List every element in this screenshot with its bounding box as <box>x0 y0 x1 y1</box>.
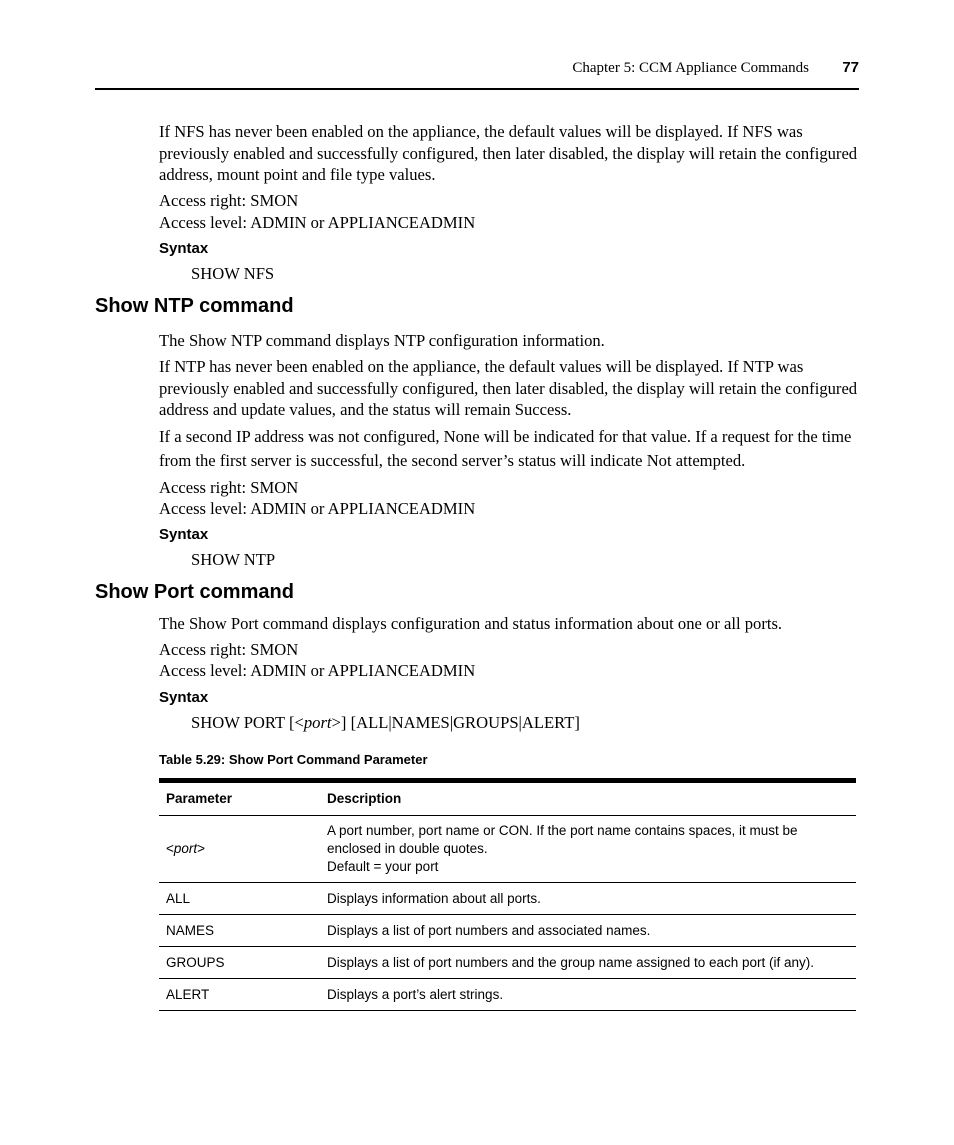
desc-line: Default = your port <box>327 859 439 874</box>
ntp-access-level: Access level: ADMIN or APPLIANCEADMIN <box>159 499 476 518</box>
nfs-access-level: Access level: ADMIN or APPLIANCEADMIN <box>159 213 476 232</box>
parameter-table <box>159 778 856 1011</box>
nfs-syntax-label: Syntax <box>159 240 209 257</box>
param-italic: port <box>173 841 198 856</box>
ntp-syntax-label: Syntax <box>159 526 209 543</box>
param-cell: ALL <box>159 883 320 915</box>
param-cell: ALERT <box>159 979 320 1011</box>
param-cell <box>159 816 320 883</box>
chapter-title: Chapter 5: CCM Appliance Commands <box>572 60 809 76</box>
param-prefix: < <box>166 841 174 856</box>
ntp-paragraph-3: If a second IP address was not configured, None will be indicated for that value. If a request for the time from the first server is successful, the second server’s status will indicate Not attempted. <box>159 427 852 470</box>
nfs-access-right: Access right: SMON <box>159 191 299 210</box>
param-cell: GROUPS <box>159 947 320 979</box>
ntp-access-right: Access right: SMON <box>159 478 299 497</box>
port-syntax <box>191 713 580 733</box>
port-heading: Show Port command <box>95 581 294 603</box>
table-caption: Table 5.29: Show Port Command Parameter <box>159 752 428 767</box>
ntp-paragraph-2: If NTP has never been enabled on the appliance, the default values will be displayed. If NTP was previously enabled and successfully configured, then later disabled, the display will retain the configured address and update values, and the status will remain Success. <box>159 357 858 419</box>
page-number: 77 <box>842 59 859 76</box>
port-syntax-label: Syntax <box>159 689 209 706</box>
nfs-paragraph: If NFS has never been enabled on the appliance, the default values will be displayed. If NFS was previously enabled and successfully configured, then later disabled, the display will retain the configured address, mount point and file type values. <box>159 122 858 184</box>
port-access-right: Access right: SMON <box>159 640 299 659</box>
table-row <box>159 947 856 979</box>
param-cell: NAMES <box>159 915 320 947</box>
port-syntax-suffix: >] [ALL|NAMES|GROUPS|ALERT] <box>331 713 580 732</box>
nfs-syntax: SHOW NFS <box>191 264 275 283</box>
table-row <box>159 915 856 947</box>
page-header <box>95 58 859 90</box>
desc-cell: Displays a list of port numbers and associated names. <box>320 915 856 947</box>
ntp-heading: Show NTP command <box>95 295 294 317</box>
port-access-level: Access level: ADMIN or APPLIANCEADMIN <box>159 661 476 680</box>
port-syntax-italic: port <box>303 713 332 732</box>
table-row <box>159 883 856 915</box>
param-suffix: > <box>197 841 206 856</box>
port-paragraph-1: The Show Port command displays configuration and status information about one or all ports. <box>159 614 783 633</box>
port-syntax-prefix: SHOW PORT [< <box>191 713 304 732</box>
desc-cell: Displays a port’s alert strings. <box>320 979 856 1011</box>
table-header-row <box>159 781 856 816</box>
ntp-syntax: SHOW NTP <box>191 550 276 569</box>
ntp-paragraph-1: The Show NTP command displays NTP configuration information. <box>159 331 605 350</box>
desc-line: A port number, port name or CON. If the port name contains spaces, it must be <box>327 823 798 838</box>
desc-cell: Displays information about all ports. <box>320 883 856 915</box>
table-row <box>159 816 856 883</box>
table-row <box>159 979 856 1011</box>
column-header-parameter: Parameter <box>159 781 320 816</box>
desc-cell <box>320 816 856 883</box>
column-header-description: Description <box>320 781 856 816</box>
desc-cell: Displays a list of port numbers and the group name assigned to each port (if any). <box>320 947 856 979</box>
desc-line: enclosed in double quotes. <box>327 841 488 856</box>
